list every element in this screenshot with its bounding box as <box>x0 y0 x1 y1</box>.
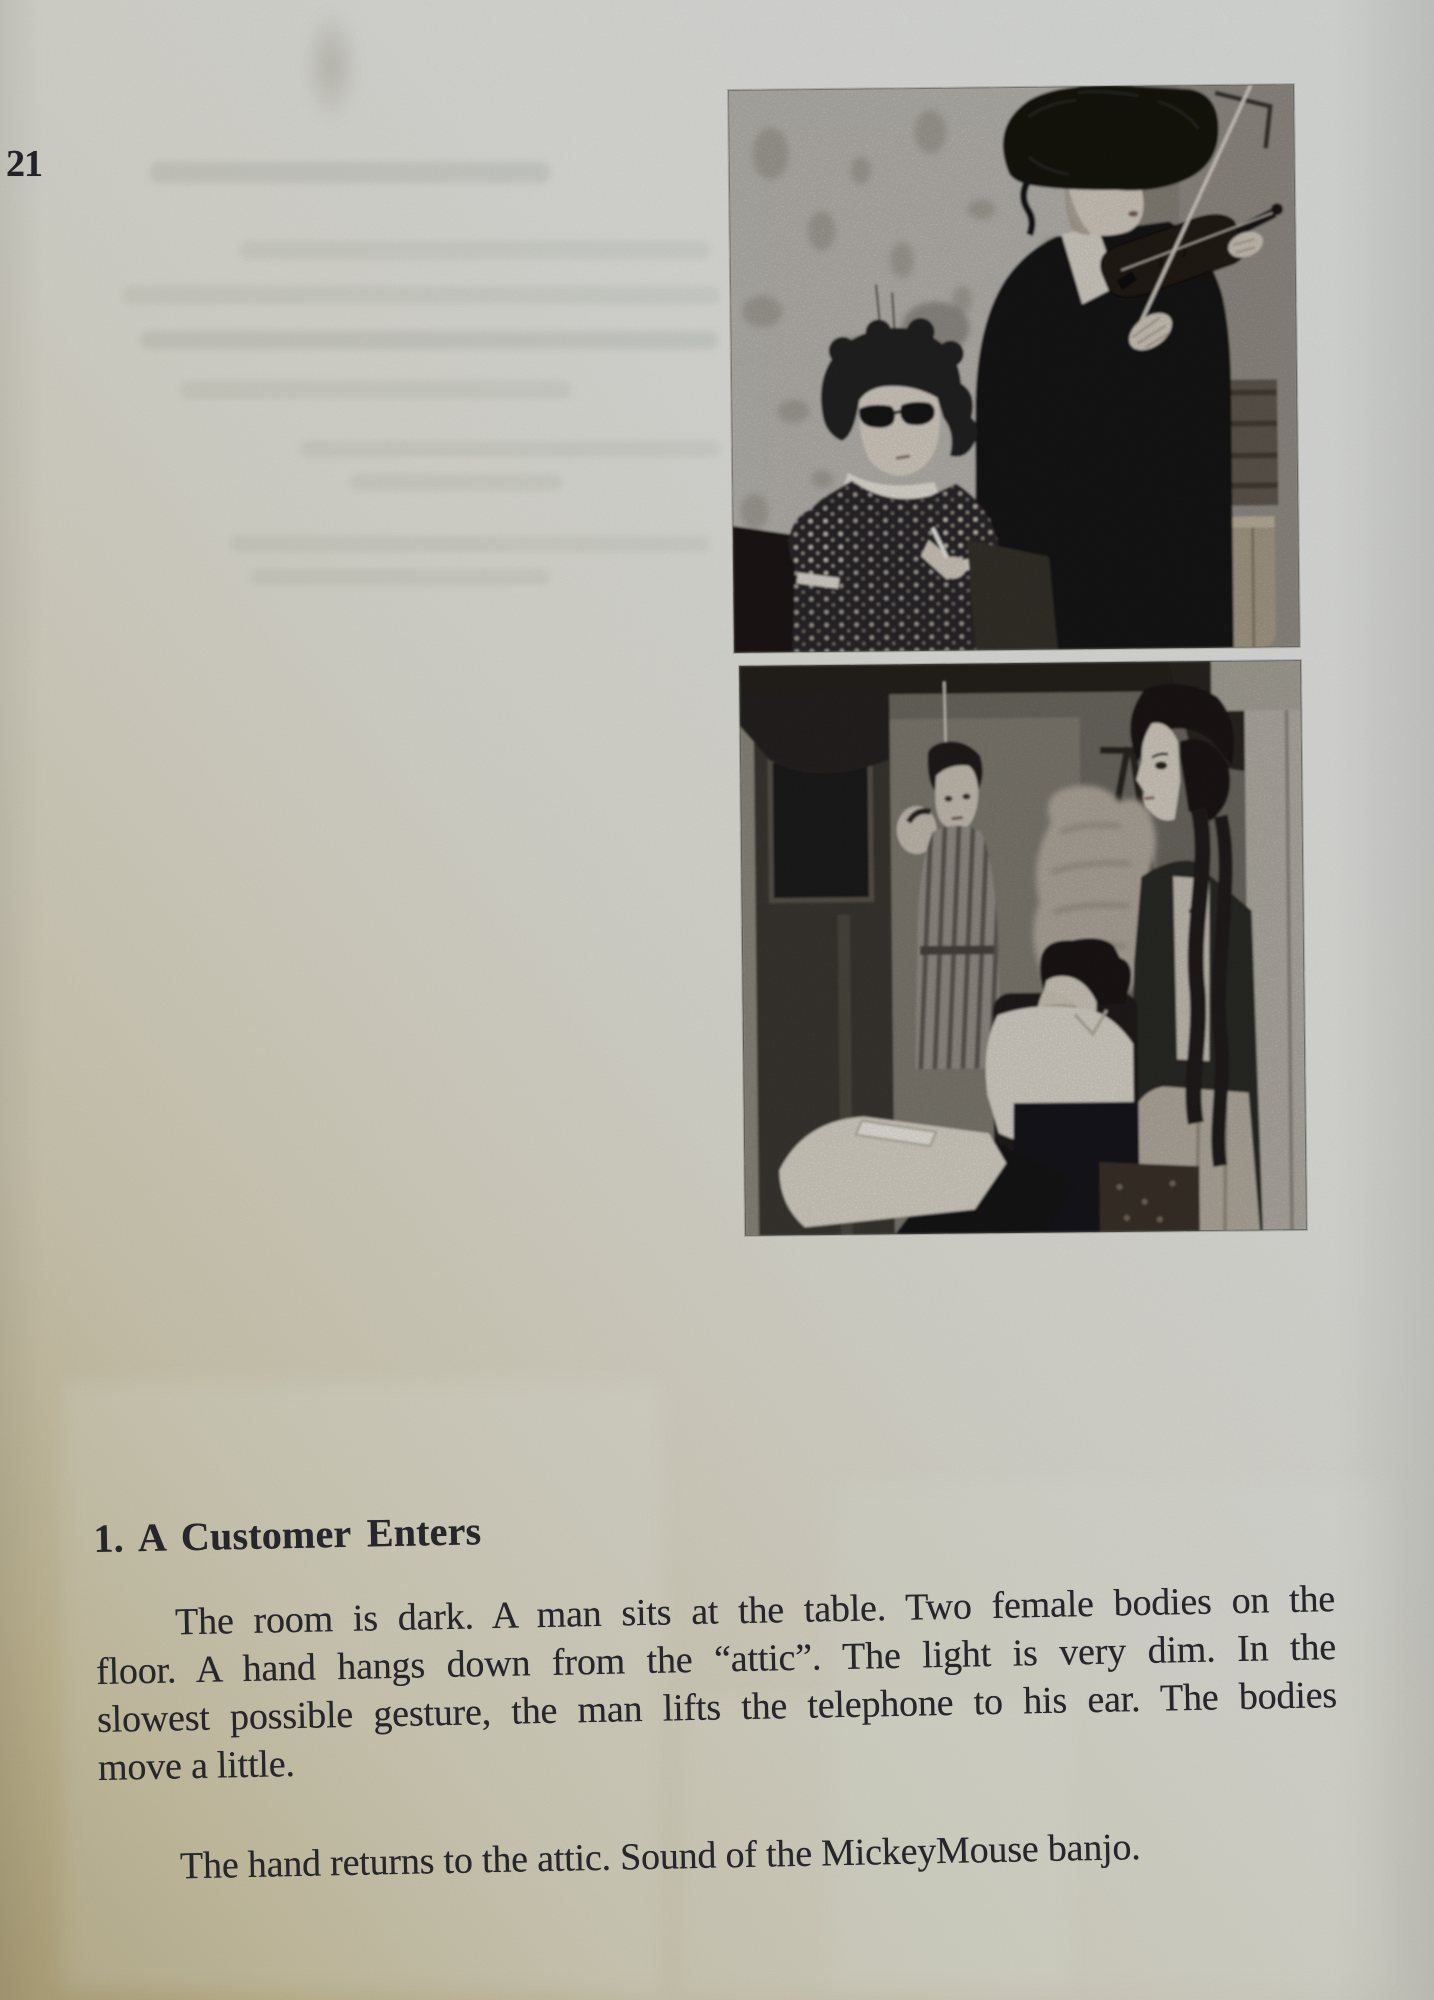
ghost-text-line <box>300 441 720 457</box>
photo-grain <box>728 84 1300 653</box>
photographs-column <box>728 84 1315 1250</box>
ghost-text-line <box>180 381 572 399</box>
scene-paragraph-1 <box>95 1575 1339 1792</box>
paragraph-line: The room is dark. A man sits at the table. Two female bodies on the <box>174 1578 1336 1644</box>
photo-girl-and-violinist <box>728 84 1300 653</box>
paragraph-line: move a little. <box>97 1743 296 1789</box>
scene-heading: 1. A Customer Enters <box>93 1508 482 1561</box>
scene-paragraph-2: The hand returns to the attic. Sound of the MickeyMouse banjo. <box>179 1826 1141 1888</box>
ghost-text-line <box>240 241 710 259</box>
scan-smudge <box>292 0 370 146</box>
scene-text-block <box>93 1491 1340 1892</box>
ghost-text-line <box>140 331 718 349</box>
ghost-text-line <box>350 474 562 490</box>
ghost-text-line <box>250 569 550 585</box>
paragraph-line: floor. A hand hangs down from the “attic”. The light is very dim. In the <box>95 1626 1337 1693</box>
ghost-text-line <box>150 162 550 183</box>
ghost-text-line <box>122 286 720 304</box>
ghost-text-line <box>230 536 710 552</box>
paragraph-line: slowest possible gesture, the man lifts the telephone to his ear. The bodies <box>96 1674 1338 1741</box>
photo-grain <box>739 660 1307 1236</box>
photo-room-group <box>739 660 1307 1236</box>
page-number: 21 <box>6 143 42 185</box>
